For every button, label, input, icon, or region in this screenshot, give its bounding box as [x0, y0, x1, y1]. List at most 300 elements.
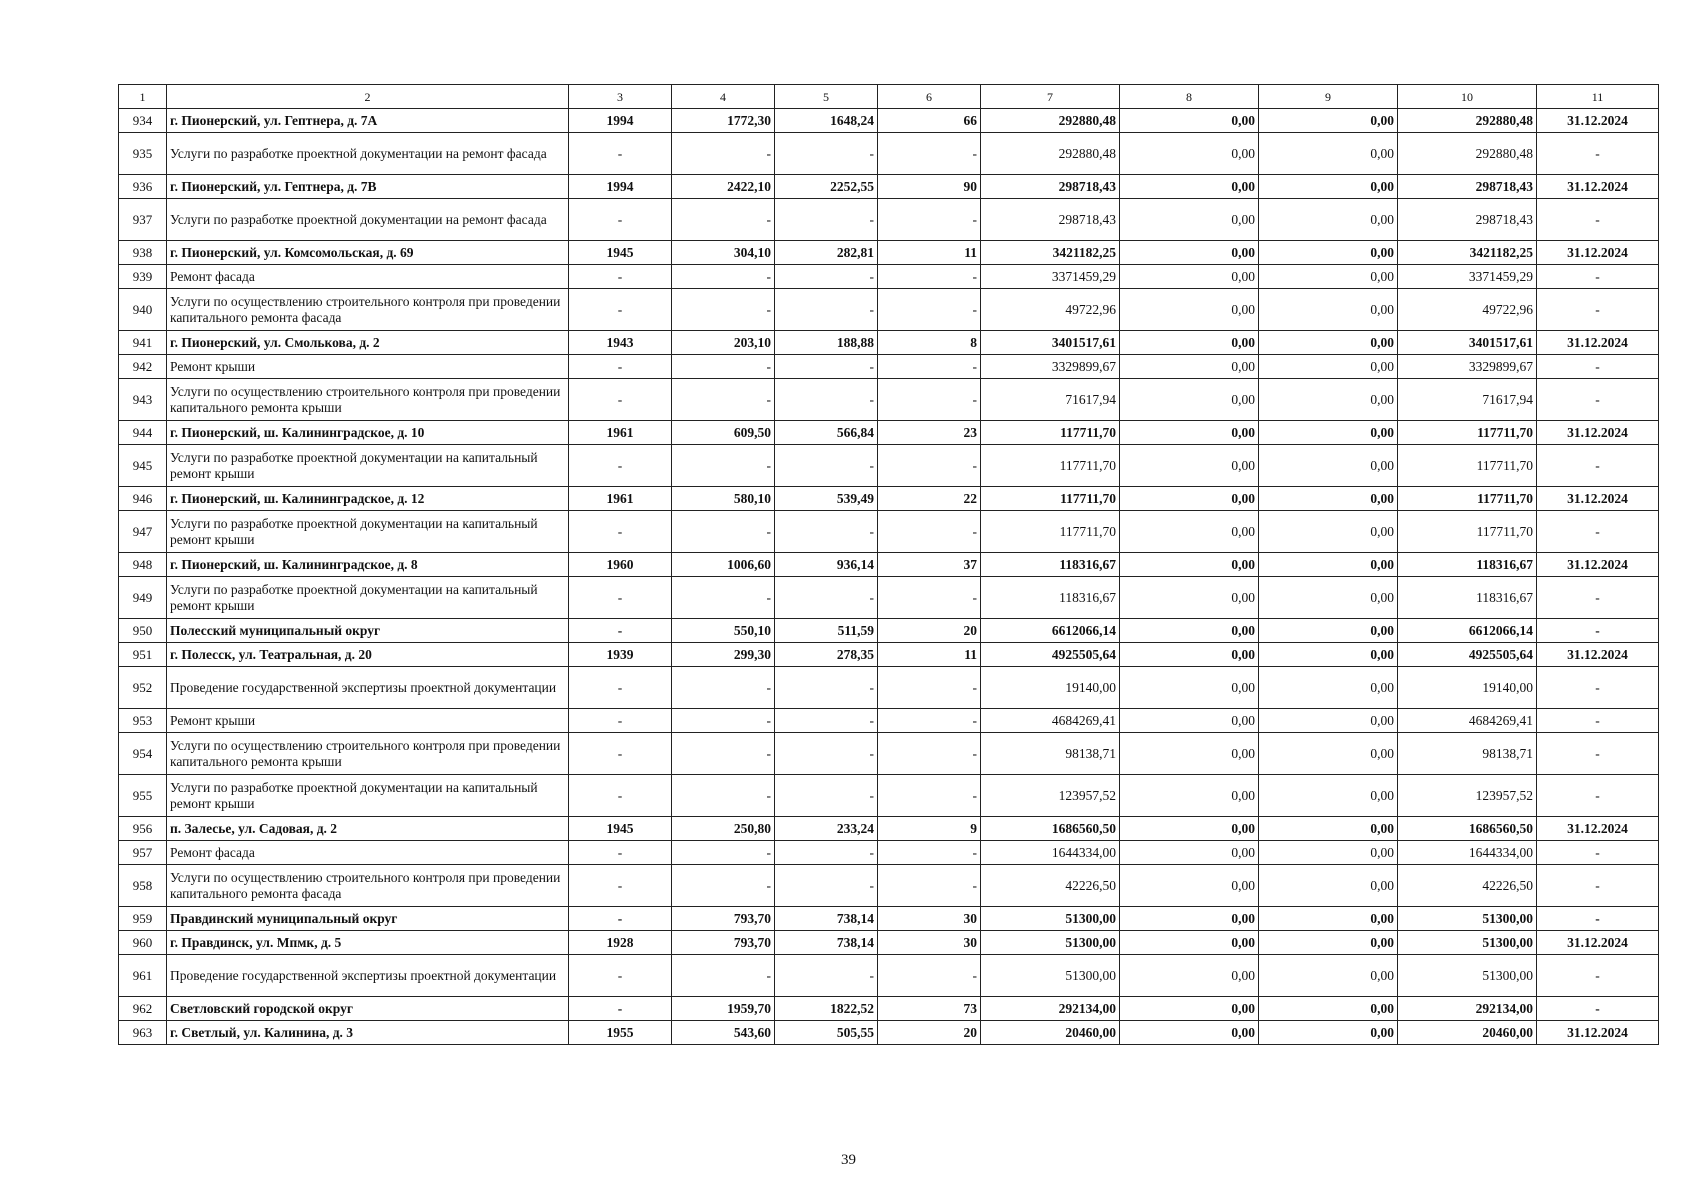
cell-no: 955	[119, 775, 167, 817]
cell-c10: 3401517,61	[1398, 331, 1537, 355]
cell-c6: 30	[878, 907, 981, 931]
cell-c6: -	[878, 289, 981, 331]
cell-c9: 0,00	[1259, 421, 1398, 445]
cell-c4: -	[672, 865, 775, 907]
cell-c9: 0,00	[1259, 955, 1398, 997]
cell-c3: 1939	[569, 643, 672, 667]
cell-c9: 0,00	[1259, 931, 1398, 955]
cell-c10: 42226,50	[1398, 865, 1537, 907]
cell-c6: -	[878, 841, 981, 865]
cell-c9: 0,00	[1259, 841, 1398, 865]
cell-c10: 117711,70	[1398, 511, 1537, 553]
column-header: 10	[1398, 85, 1537, 109]
cell-c8: 0,00	[1120, 511, 1259, 553]
cell-c10: 4684269,41	[1398, 709, 1537, 733]
cell-c5: 539,49	[775, 487, 878, 511]
cell-no: 943	[119, 379, 167, 421]
column-header: 11	[1537, 85, 1659, 109]
cell-name: Ремонт фасада	[167, 841, 569, 865]
cell-c4: 793,70	[672, 907, 775, 931]
cell-c5: 936,14	[775, 553, 878, 577]
cell-c3: 1945	[569, 817, 672, 841]
cell-c5: -	[775, 511, 878, 553]
cell-c8: 0,00	[1120, 487, 1259, 511]
cell-name: г. Пионерский, ул. Гептнера, д. 7В	[167, 175, 569, 199]
cell-c6: 20	[878, 619, 981, 643]
cell-c6: 8	[878, 331, 981, 355]
cell-c6: -	[878, 445, 981, 487]
cell-c5: 1822,52	[775, 997, 878, 1021]
table-row	[119, 865, 1659, 907]
cell-c10: 298718,43	[1398, 199, 1537, 241]
cell-c8: 0,00	[1120, 709, 1259, 733]
cell-c8: 0,00	[1120, 817, 1259, 841]
cell-c7: 3401517,61	[981, 331, 1120, 355]
cell-c3: 1961	[569, 421, 672, 445]
cell-c11: -	[1537, 511, 1659, 553]
cell-c9: 0,00	[1259, 733, 1398, 775]
cell-name: г. Пионерский, ш. Калининградское, д. 8	[167, 553, 569, 577]
cell-c4: -	[672, 379, 775, 421]
cell-c9: 0,00	[1259, 241, 1398, 265]
cell-c4: 203,10	[672, 331, 775, 355]
cell-c5: -	[775, 577, 878, 619]
cell-name: Полесский муниципальный округ	[167, 619, 569, 643]
cell-c8: 0,00	[1120, 553, 1259, 577]
cell-c5: -	[775, 775, 878, 817]
cell-c4: 543,60	[672, 1021, 775, 1045]
column-header: 8	[1120, 85, 1259, 109]
table-row	[119, 199, 1659, 241]
cell-c6: 20	[878, 1021, 981, 1045]
column-header: 1	[119, 85, 167, 109]
cell-c6: 11	[878, 643, 981, 667]
cell-c3: -	[569, 997, 672, 1021]
cell-c8: 0,00	[1120, 355, 1259, 379]
cell-c8: 0,00	[1120, 445, 1259, 487]
cell-no: 952	[119, 667, 167, 709]
cell-no: 956	[119, 817, 167, 841]
cell-name: г. Пионерский, ш. Калининградское, д. 12	[167, 487, 569, 511]
cell-no: 946	[119, 487, 167, 511]
column-header: 2	[167, 85, 569, 109]
cell-c8: 0,00	[1120, 289, 1259, 331]
cell-c5: 278,35	[775, 643, 878, 667]
cell-c10: 118316,67	[1398, 553, 1537, 577]
cell-name: г. Пионерский, ул. Комсомольская, д. 69	[167, 241, 569, 265]
column-header: 7	[981, 85, 1120, 109]
cell-no: 949	[119, 577, 167, 619]
table-row	[119, 553, 1659, 577]
cell-name: г. Пионерский, ул. Смолькова, д. 2	[167, 331, 569, 355]
cell-c9: 0,00	[1259, 865, 1398, 907]
cell-c5: 511,59	[775, 619, 878, 643]
cell-c9: 0,00	[1259, 487, 1398, 511]
column-header: 4	[672, 85, 775, 109]
cell-c7: 117711,70	[981, 511, 1120, 553]
cell-c7: 3371459,29	[981, 265, 1120, 289]
cell-c10: 19140,00	[1398, 667, 1537, 709]
table-row	[119, 709, 1659, 733]
cell-c9: 0,00	[1259, 289, 1398, 331]
cell-c11: -	[1537, 709, 1659, 733]
cell-c3: 1994	[569, 109, 672, 133]
cell-no: 939	[119, 265, 167, 289]
cell-c8: 0,00	[1120, 199, 1259, 241]
cell-c8: 0,00	[1120, 1021, 1259, 1045]
cell-c4: -	[672, 775, 775, 817]
cell-c6: 73	[878, 997, 981, 1021]
cell-c3: -	[569, 733, 672, 775]
cell-c5: -	[775, 445, 878, 487]
cell-name: Проведение государственной экспертизы проектной документации	[167, 955, 569, 997]
cell-name: Проведение государственной экспертизы проектной документации	[167, 667, 569, 709]
cell-c11: 31.12.2024	[1537, 643, 1659, 667]
cell-c5: -	[775, 379, 878, 421]
cell-name: Услуги по разработке проектной документации на ремонт фасада	[167, 133, 569, 175]
cell-c10: 49722,96	[1398, 289, 1537, 331]
cell-no: 959	[119, 907, 167, 931]
cell-c10: 292880,48	[1398, 133, 1537, 175]
cell-c3: 1945	[569, 241, 672, 265]
cell-c3: -	[569, 619, 672, 643]
cell-c11: -	[1537, 355, 1659, 379]
cell-name: Услуги по разработке проектной документации на капитальный ремонт крыши	[167, 445, 569, 487]
cell-c11: -	[1537, 577, 1659, 619]
cell-c11: 31.12.2024	[1537, 553, 1659, 577]
cell-name: Услуги по осуществлению строительного контроля при проведении капитального ремонта крыши	[167, 379, 569, 421]
cell-no: 962	[119, 997, 167, 1021]
cell-c3: -	[569, 775, 672, 817]
cell-c8: 0,00	[1120, 331, 1259, 355]
cell-c11: -	[1537, 667, 1659, 709]
cell-c7: 19140,00	[981, 667, 1120, 709]
cell-c9: 0,00	[1259, 817, 1398, 841]
cell-c8: 0,00	[1120, 733, 1259, 775]
cell-c7: 117711,70	[981, 445, 1120, 487]
cell-c8: 0,00	[1120, 619, 1259, 643]
cell-name: Услуги по разработке проектной документации на ремонт фасада	[167, 199, 569, 241]
cell-c8: 0,00	[1120, 109, 1259, 133]
column-number-row	[119, 85, 1659, 109]
cell-c7: 6612066,14	[981, 619, 1120, 643]
cell-c9: 0,00	[1259, 775, 1398, 817]
cell-no: 942	[119, 355, 167, 379]
cell-c6: -	[878, 733, 981, 775]
cell-c3: -	[569, 907, 672, 931]
cell-c3: 1994	[569, 175, 672, 199]
table-row	[119, 733, 1659, 775]
table-row	[119, 955, 1659, 997]
cell-c10: 3329899,67	[1398, 355, 1537, 379]
table-row	[119, 577, 1659, 619]
table-row	[119, 907, 1659, 931]
cell-c6: -	[878, 355, 981, 379]
cell-c6: -	[878, 775, 981, 817]
cell-name: Услуги по осуществлению строительного контроля при проведении капитального ремонта фасада	[167, 289, 569, 331]
cell-c9: 0,00	[1259, 553, 1398, 577]
cell-c4: 304,10	[672, 241, 775, 265]
cell-c9: 0,00	[1259, 997, 1398, 1021]
cell-c6: -	[878, 379, 981, 421]
cell-c10: 1686560,50	[1398, 817, 1537, 841]
cell-c5: 188,88	[775, 331, 878, 355]
cell-c5: 2252,55	[775, 175, 878, 199]
cell-name: Ремонт фасада	[167, 265, 569, 289]
cell-c4: -	[672, 265, 775, 289]
cell-c5: -	[775, 733, 878, 775]
column-header: 3	[569, 85, 672, 109]
table-row	[119, 355, 1659, 379]
cell-c11: 31.12.2024	[1537, 241, 1659, 265]
cell-name: Ремонт крыши	[167, 355, 569, 379]
cell-no: 963	[119, 1021, 167, 1045]
cell-c4: 1959,70	[672, 997, 775, 1021]
cell-c9: 0,00	[1259, 667, 1398, 709]
cell-c10: 292134,00	[1398, 997, 1537, 1021]
cell-no: 948	[119, 553, 167, 577]
cell-c11: -	[1537, 775, 1659, 817]
table-row	[119, 133, 1659, 175]
cell-c7: 118316,67	[981, 553, 1120, 577]
cell-c11: 31.12.2024	[1537, 931, 1659, 955]
cell-c11: -	[1537, 379, 1659, 421]
cell-c11: 31.12.2024	[1537, 109, 1659, 133]
cell-c9: 0,00	[1259, 619, 1398, 643]
cell-no: 960	[119, 931, 167, 955]
cell-c6: 37	[878, 553, 981, 577]
cell-c10: 71617,94	[1398, 379, 1537, 421]
cell-name: Услуги по разработке проектной документации на капитальный ремонт крыши	[167, 775, 569, 817]
cell-c6: -	[878, 199, 981, 241]
cell-c6: 30	[878, 931, 981, 955]
cell-c8: 0,00	[1120, 841, 1259, 865]
cell-c11: -	[1537, 733, 1659, 775]
cell-c11: 31.12.2024	[1537, 421, 1659, 445]
cell-c3: -	[569, 133, 672, 175]
cell-c11: -	[1537, 265, 1659, 289]
cell-c5: 282,81	[775, 241, 878, 265]
table-row	[119, 331, 1659, 355]
page-number: 39	[841, 1152, 856, 1168]
cell-c11: 31.12.2024	[1537, 1021, 1659, 1045]
cell-c4: -	[672, 709, 775, 733]
cell-c4: 299,30	[672, 643, 775, 667]
cell-c10: 4925505,64	[1398, 643, 1537, 667]
cell-c10: 117711,70	[1398, 445, 1537, 487]
cell-c11: 31.12.2024	[1537, 817, 1659, 841]
cell-c10: 118316,67	[1398, 577, 1537, 619]
cell-c6: -	[878, 709, 981, 733]
cell-c9: 0,00	[1259, 577, 1398, 619]
cell-c11: 31.12.2024	[1537, 487, 1659, 511]
cell-c7: 42226,50	[981, 865, 1120, 907]
column-header: 5	[775, 85, 878, 109]
table-row	[119, 817, 1659, 841]
cell-c5: 566,84	[775, 421, 878, 445]
cell-c11: -	[1537, 907, 1659, 931]
cell-no: 958	[119, 865, 167, 907]
table-row	[119, 487, 1659, 511]
cell-name: Услуги по разработке проектной документации на капитальный ремонт крыши	[167, 577, 569, 619]
cell-c9: 0,00	[1259, 643, 1398, 667]
cell-c4: 250,80	[672, 817, 775, 841]
cell-c3: 1943	[569, 331, 672, 355]
cell-c5: -	[775, 955, 878, 997]
cell-c6: -	[878, 265, 981, 289]
cell-c6: 9	[878, 817, 981, 841]
cell-c5: 1648,24	[775, 109, 878, 133]
cell-c3: -	[569, 667, 672, 709]
cell-name: г. Правдинск, ул. Мпмк, д. 5	[167, 931, 569, 955]
table-row	[119, 841, 1659, 865]
cell-c9: 0,00	[1259, 133, 1398, 175]
cell-c4: -	[672, 445, 775, 487]
cell-c7: 292880,48	[981, 109, 1120, 133]
cell-c8: 0,00	[1120, 421, 1259, 445]
cell-c10: 3421182,25	[1398, 241, 1537, 265]
cell-c4: -	[672, 355, 775, 379]
cell-c11: -	[1537, 619, 1659, 643]
cell-c7: 117711,70	[981, 421, 1120, 445]
cell-c8: 0,00	[1120, 775, 1259, 817]
cell-c3: -	[569, 865, 672, 907]
cell-no: 957	[119, 841, 167, 865]
cell-c7: 292880,48	[981, 133, 1120, 175]
cell-no: 934	[119, 109, 167, 133]
cell-c5: -	[775, 265, 878, 289]
cell-c11: -	[1537, 199, 1659, 241]
cell-no: 944	[119, 421, 167, 445]
cell-c4: -	[672, 289, 775, 331]
cell-c3: -	[569, 955, 672, 997]
column-header: 6	[878, 85, 981, 109]
cell-c4: -	[672, 133, 775, 175]
cell-c11: -	[1537, 865, 1659, 907]
cell-c8: 0,00	[1120, 175, 1259, 199]
cell-c6: 66	[878, 109, 981, 133]
cell-c5: 505,55	[775, 1021, 878, 1045]
cell-c7: 51300,00	[981, 955, 1120, 997]
cell-c11: -	[1537, 133, 1659, 175]
cell-c5: 738,14	[775, 907, 878, 931]
cell-c5: -	[775, 199, 878, 241]
table-row	[119, 775, 1659, 817]
cell-c7: 4684269,41	[981, 709, 1120, 733]
cell-c4: 1006,60	[672, 553, 775, 577]
cell-c7: 51300,00	[981, 931, 1120, 955]
table-row	[119, 997, 1659, 1021]
table-row	[119, 619, 1659, 643]
cell-c7: 3329899,67	[981, 355, 1120, 379]
cell-c10: 298718,43	[1398, 175, 1537, 199]
cell-c7: 4925505,64	[981, 643, 1120, 667]
cell-c4: 550,10	[672, 619, 775, 643]
cell-c7: 292134,00	[981, 997, 1120, 1021]
cell-c3: -	[569, 355, 672, 379]
cell-c8: 0,00	[1120, 577, 1259, 619]
cell-c7: 123957,52	[981, 775, 1120, 817]
cell-c8: 0,00	[1120, 907, 1259, 931]
cell-c8: 0,00	[1120, 379, 1259, 421]
cell-c3: -	[569, 445, 672, 487]
cell-name: г. Пионерский, ул. Гептнера, д. 7А	[167, 109, 569, 133]
cell-c9: 0,00	[1259, 379, 1398, 421]
cell-c9: 0,00	[1259, 265, 1398, 289]
cell-c8: 0,00	[1120, 865, 1259, 907]
table-row	[119, 931, 1659, 955]
cell-c3: -	[569, 265, 672, 289]
cell-no: 954	[119, 733, 167, 775]
cell-c4: 2422,10	[672, 175, 775, 199]
cell-name: г. Полесск, ул. Театральная, д. 20	[167, 643, 569, 667]
cell-c5: 738,14	[775, 931, 878, 955]
cell-c6: 11	[878, 241, 981, 265]
cell-c3: 1961	[569, 487, 672, 511]
cell-c4: -	[672, 733, 775, 775]
cell-c3: -	[569, 379, 672, 421]
cell-no: 951	[119, 643, 167, 667]
cell-c10: 123957,52	[1398, 775, 1537, 817]
cell-c7: 298718,43	[981, 199, 1120, 241]
cell-c3: -	[569, 511, 672, 553]
table-row	[119, 109, 1659, 133]
cell-name: Услуги по осуществлению строительного контроля при проведении капитального ремонта фасада	[167, 865, 569, 907]
cell-c10: 51300,00	[1398, 955, 1537, 997]
cell-c4: -	[672, 511, 775, 553]
table-row	[119, 511, 1659, 553]
cell-c4: -	[672, 667, 775, 709]
table-row	[119, 421, 1659, 445]
cell-c4: -	[672, 199, 775, 241]
cell-c7: 20460,00	[981, 1021, 1120, 1045]
table-row	[119, 1021, 1659, 1045]
cell-c7: 98138,71	[981, 733, 1120, 775]
cell-name: Услуги по осуществлению строительного контроля при проведении капитального ремонта крыши	[167, 733, 569, 775]
cell-name: п. Залесье, ул. Садовая, д. 2	[167, 817, 569, 841]
table-row	[119, 289, 1659, 331]
cell-no: 947	[119, 511, 167, 553]
cell-c5: -	[775, 841, 878, 865]
cell-c7: 51300,00	[981, 907, 1120, 931]
table-row	[119, 445, 1659, 487]
cell-name: Правдинский муниципальный округ	[167, 907, 569, 931]
cell-c4: -	[672, 841, 775, 865]
cell-c7: 118316,67	[981, 577, 1120, 619]
cell-c11: -	[1537, 997, 1659, 1021]
cell-c7: 3421182,25	[981, 241, 1120, 265]
cell-c3: -	[569, 199, 672, 241]
cell-c7: 117711,70	[981, 487, 1120, 511]
cell-c5: -	[775, 355, 878, 379]
cell-c10: 117711,70	[1398, 487, 1537, 511]
cell-c5: -	[775, 667, 878, 709]
cell-no: 936	[119, 175, 167, 199]
cell-c11: 31.12.2024	[1537, 175, 1659, 199]
cell-c4: 793,70	[672, 931, 775, 955]
cell-no: 941	[119, 331, 167, 355]
cell-c9: 0,00	[1259, 109, 1398, 133]
cell-c5: -	[775, 709, 878, 733]
cell-no: 935	[119, 133, 167, 175]
cell-c9: 0,00	[1259, 331, 1398, 355]
cell-c7: 1686560,50	[981, 817, 1120, 841]
cell-c10: 51300,00	[1398, 931, 1537, 955]
cell-c6: 90	[878, 175, 981, 199]
cell-no: 945	[119, 445, 167, 487]
cell-c11: -	[1537, 841, 1659, 865]
cell-c7: 49722,96	[981, 289, 1120, 331]
